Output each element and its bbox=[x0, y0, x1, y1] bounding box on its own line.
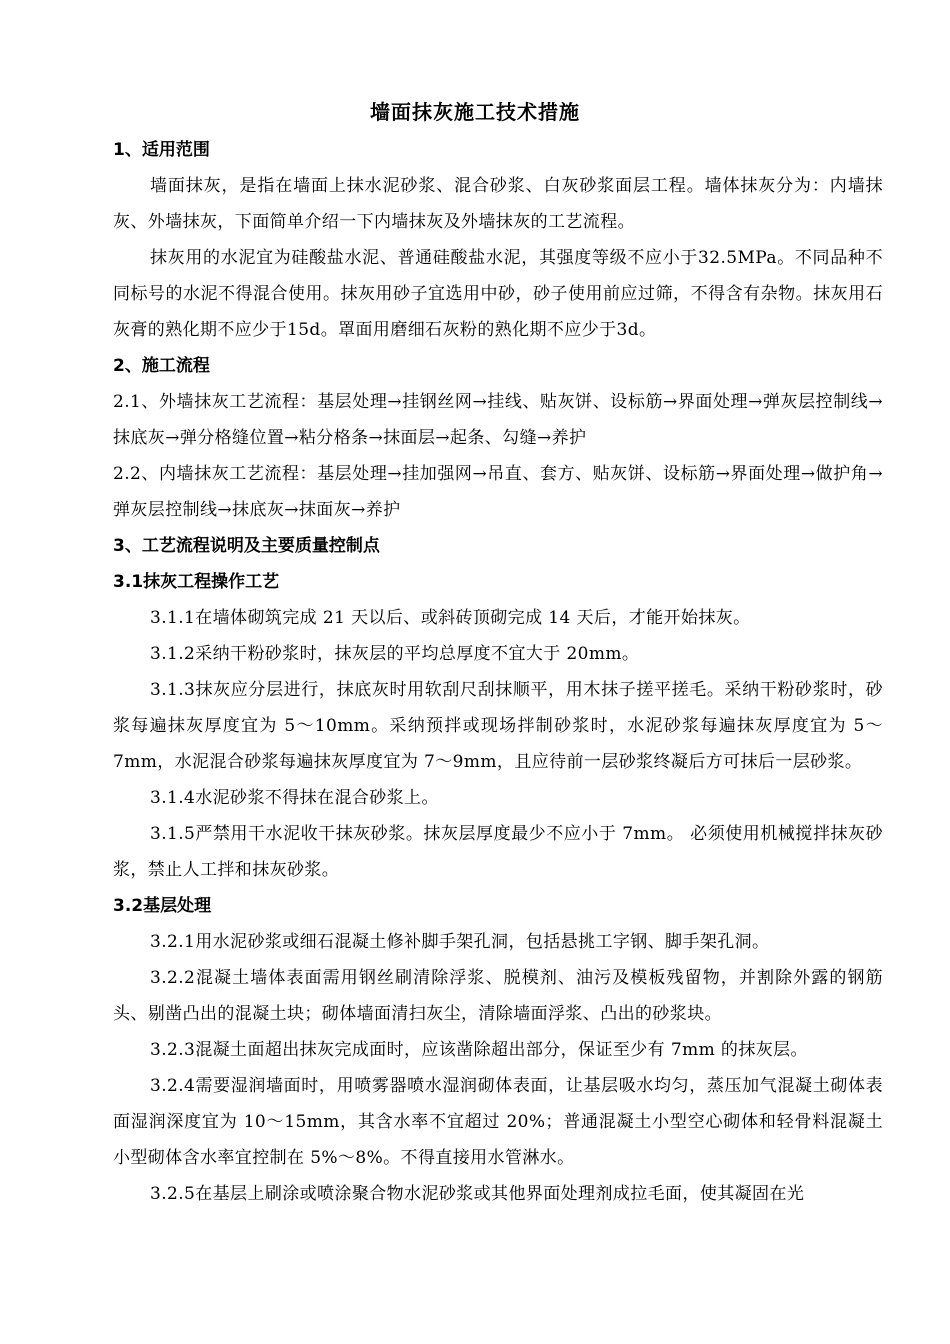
subsection-heading-3-2: 3.2基层处理 bbox=[113, 896, 212, 916]
list-item: 3.1.3抹灰应分层进行，抹底灰时用软刮尺刮抹顺平，用木抹子搓平搓毛。采纳干粉砂浆时，砂浆每遍抹灰厚度宜为 5～10mm。采纳预拌或现场拌制砂浆时，水泥砂浆每遍抹灰厚度宜为 5～7mm，水泥混合砂浆每遍抹灰厚度宜为 7～9mm，且应待前一层砂浆终凝后方可抹后一层砂浆。 bbox=[113, 680, 883, 772]
subsection-heading-3-1: 3.1抹灰工程操作工艺 bbox=[113, 572, 280, 592]
list-item: 3.2.3混凝土面超出抹灰完成面时，应该凿除超出部分，保证至少有 7mm 的抹灰层。 bbox=[150, 1040, 808, 1060]
section-heading-2: 2、施工流程 bbox=[113, 356, 210, 376]
list-item: 3.1.5严禁用干水泥收干抹灰砂浆。抹灰层厚度最少不应小于 7mm。 必须使用机械搅拌抹灰砂浆，禁止人工拌和抹灰砂浆。 bbox=[113, 824, 883, 880]
list-item: 3.2.5在基层上刷涂或喷涂聚合物水泥砂浆或其他界面处理剂成拉毛面，使其凝固在光 bbox=[150, 1184, 805, 1204]
section-heading-3: 3、工艺流程说明及主要质量控制点 bbox=[113, 536, 380, 556]
list-item: 3.1.4水泥砂浆不得抹在混合砂浆上。 bbox=[150, 788, 439, 808]
section-heading-1: 1、适用范围 bbox=[113, 140, 210, 160]
list-item: 3.1.1在墙体砌筑完成 21 天以后、或斜砖顶砌完成 14 天后，才能开始抹灰。 bbox=[150, 608, 751, 628]
document-body bbox=[113, 132, 883, 1212]
paragraph: 2.1、外墙抹灰工艺流程：基层处理→挂钢丝网→挂线、贴灰饼、设标筋→界面处理→弹灰层控制线→ 抹底灰→弹分格缝位置→粘分格条→抹面层→起条、勾缝→养护 bbox=[113, 392, 883, 448]
paragraph: 抹灰用的水泥宜为硅酸盐水泥、普通硅酸盐水泥，其强度等级不应小于32.5MPa。不同品种不同标号的水泥不得混合使用。抹灰用砂子宜选用中砂，砂子使用前应过筛，不得含有杂物。抹灰用石灰膏的熟化期不应少于15d。罩面用磨细石灰粉的熟化期不应少于3d。 bbox=[113, 248, 883, 340]
list-item: 3.2.1用水泥砂浆或细石混凝土修补脚手架孔洞，包括悬挑工字钢、脚手架孔洞。 bbox=[150, 932, 770, 952]
list-item: 3.2.4需要湿润墙面时，用喷雾器喷水湿润砌体表面，让基层吸水均匀，蒸压加气混凝土砌体表面湿润深度宜为 10～15mm，其含水率不宜超过 20%；普通混凝土小型空心砌体和轻骨料混凝土小型砌体含水率宜控制在 5%～8%。不得直接用水管淋水。 bbox=[113, 1076, 883, 1168]
list-item: 3.1.2采纳干粉砂浆时，抹灰层的平均总厚度不宜大于 20mm。 bbox=[150, 644, 640, 664]
list-item: 3.2.2混凝土墙体表面需用钢丝刷清除浮浆、脱模剂、油污及模板残留物，并割除外露的钢筋头、剔凿凸出的混凝土块；砌体墙面清扫灰尘，清除墙面浮浆、凸出的砂浆块。 bbox=[113, 968, 883, 1024]
paragraph: 2.2、内墙抹灰工艺流程：基层处理→挂加强网→吊直、套方、贴灰饼、设标筋→界面处理→做护角→弹灰层控制线→抹底灰→抹面灰→养护 bbox=[113, 464, 883, 520]
document-title: 墙面抹灰施工技术措施 bbox=[370, 100, 580, 124]
paragraph: 墙面抹灰，是指在墙面上抹水泥砂浆、混合砂浆、白灰砂浆面层工程。墙体抹灰分为：内墙抹灰、外墙抹灰，下面简单介绍一下内墙抹灰及外墙抹灰的工艺流程。 bbox=[113, 176, 883, 232]
